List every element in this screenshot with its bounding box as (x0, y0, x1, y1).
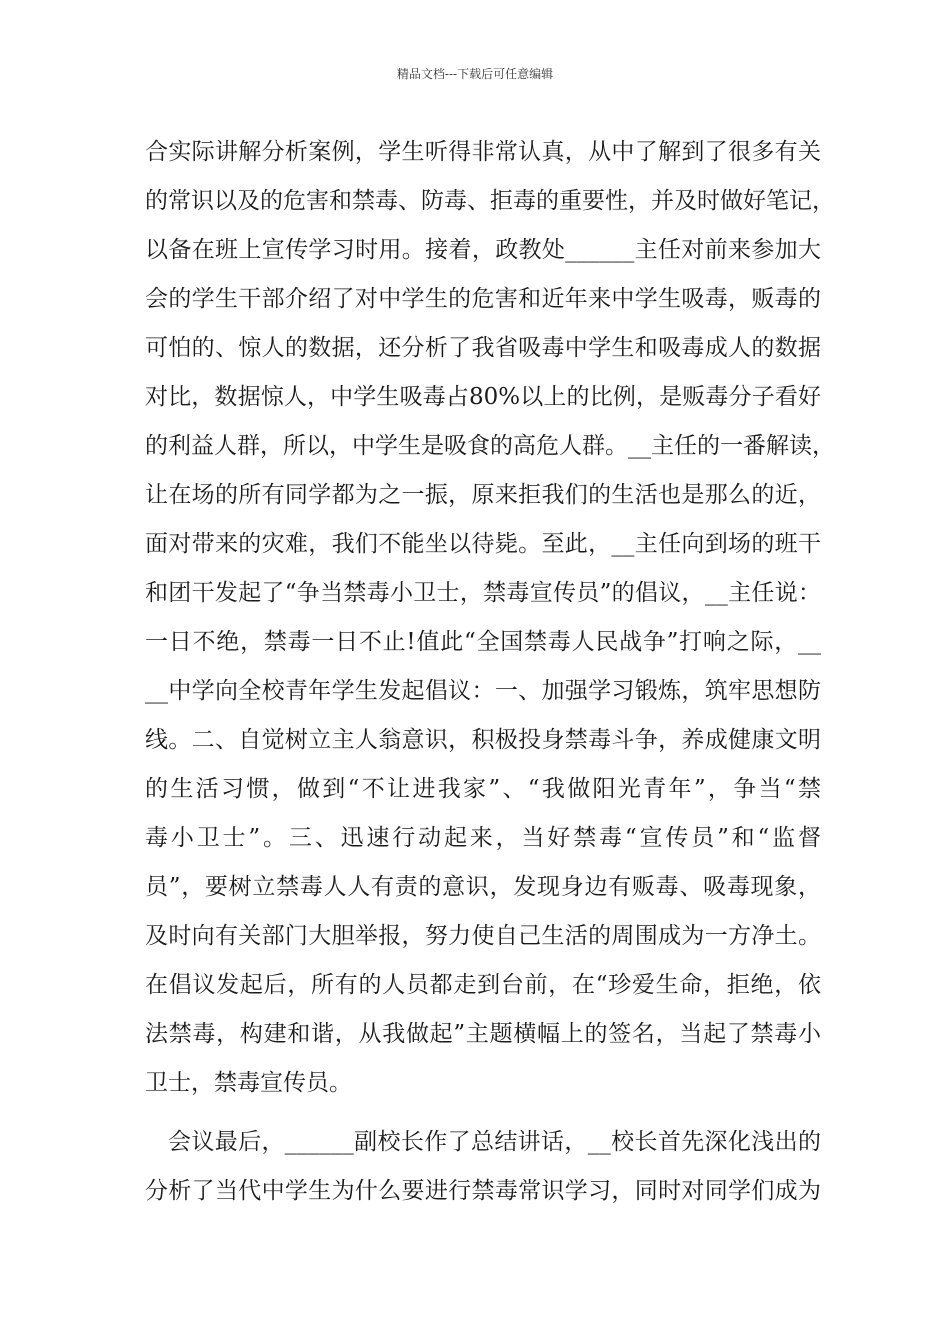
text-line: 的利益人群，所以，中学生是吸食的高危人群。__主任的一番解读， (145, 433, 835, 459)
text-line: __中学向全校青年学生发起倡议：一、加强学习锻炼，筑牢思想防 (145, 678, 821, 704)
text-line: 员”，要树立禁毒人人有责的意识，发现身边有贩毒、吸毒现象， (145, 874, 821, 900)
text-line: 卫士，禁毒宣传员。 (145, 1070, 352, 1096)
paragraph-2 (145, 1118, 821, 1216)
text-line: 面对带来的灾难，我们不能坐以待毙。至此，__主任向到场的班干 (145, 531, 821, 557)
text-line: 毒小卫士”。三、迅速行动起来，当好禁毒“宣传员”和“监督 (145, 825, 821, 851)
paragraph-spacer (145, 1108, 821, 1118)
text-line: 以备在班上宣传学习时用。接着，政教处______主任对前来参加大 (145, 237, 821, 263)
text-line: 会的学生干部介绍了对中学生的危害和近年来中学生吸毒，贩毒的 (145, 286, 821, 312)
text-line: 在倡议发起后，所有的人员都走到台前，在“珍爱生命，拒绝，依 (145, 972, 821, 998)
text-line: 和团干发起了“争当禁毒小卫士，禁毒宣传员”的倡议，__主任说： (145, 580, 821, 606)
text-line: 分析了当代中学生为什么要进行禁毒常识学习，同时对同学们成为 (145, 1178, 821, 1204)
text-line: 合实际讲解分析案例，学生听得非常认真，从中了解到了很多有关 (145, 139, 821, 165)
text-line: 可怕的、惊人的数据，还分析了我省吸毒中学生和吸毒成人的数据 (145, 335, 821, 361)
text-line: 会议最后，______副校长作了总结讲话，__校长首先深化浅出的 (168, 1129, 821, 1155)
text-line: 法禁毒，构建和谐，从我做起”主题横幅上的签名，当起了禁毒小 (145, 1021, 821, 1047)
text-line: 对比，数据惊人，中学生吸毒占80%以上的比例，是贩毒分子看好 (145, 384, 821, 410)
text-line: 的常识以及的危害和禁毒、防毒、拒毒的重要性，并及时做好笔记， (145, 188, 835, 214)
text-line: 一日不绝，禁毒一日不止!值此“全国禁毒人民战争”打响之际，__ (145, 629, 821, 655)
text-line: 及时向有关部门大胆举报，努力使自己生活的周围成为一方净土。 (145, 923, 821, 949)
document-body (145, 128, 835, 1216)
text-line: 的生活习惯，做到“不让进我家”、“我做阳光青年”，争当“禁 (145, 776, 821, 802)
paragraph-1 (145, 128, 835, 1108)
text-line: 线。二、自觉树立主人翁意识，积极投身禁毒斗争，养成健康文明 (145, 727, 821, 753)
page-header: 精品文档---下载后可任意编辑 (396, 67, 554, 81)
text-line: 让在场的所有同学都为之一振，原来拒我们的生活也是那么的近， (145, 482, 821, 508)
